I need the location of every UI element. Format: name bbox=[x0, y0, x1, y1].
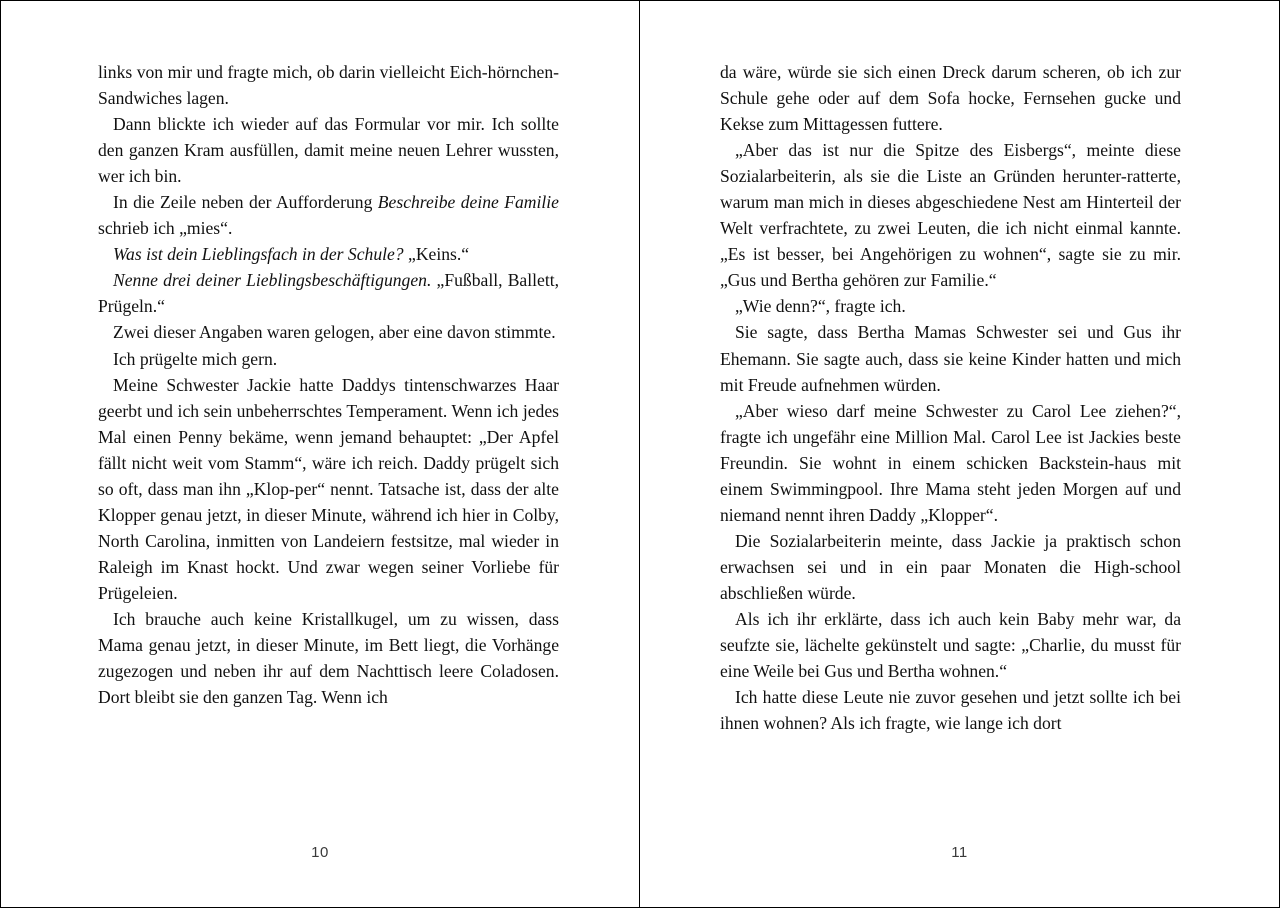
text-run: „Aber das ist nur die Spitze des Eisbergs“, meinte diese Sozialarbeiterin, als sie die Liste an Gründen herunter-ratterte, warum man mich in dieses abgeschiedene Nest am Hinterteil der Welt verfrachtete, zu zwei Leuten, die ich nicht einmal kannte. „Es ist besser, bei Angehörigen zu wohnen“, sagte sie zu mir. „Gus und Bertha gehören zur Familie.“ bbox=[720, 140, 1181, 291]
paragraph bbox=[98, 346, 559, 372]
paragraph bbox=[98, 319, 559, 345]
italic-run: Was ist dein Lieblingsfach in der Schule? bbox=[113, 244, 404, 265]
paragraph bbox=[98, 189, 559, 241]
page-left-textblock bbox=[98, 59, 559, 710]
page-right bbox=[640, 1, 1279, 907]
paragraph bbox=[98, 59, 559, 111]
text-run: Meine Schwester Jackie hatte Daddys tintenschwarzes Haar geerbt und ich sein unbeherrschtes Temperament. Wenn ich jedes Mal einen Penny bekäme, wenn jemand behauptet: „Der Apfel fällt nicht weit vom Stamm“, wäre ich reich. Daddy prügelt sich so oft, dass man ihn „Klop-per“ nennt. Tatsache ist, dass der alte Klopper genau jetzt, in dieser Minute, während ich hier in Colby, North Carolina, inmitten von Landeiern festsitze, mal wieder in Raleigh im Knast hockt. Und zwar wegen seiner Vorliebe für Prügeleien. bbox=[98, 374, 559, 603]
paragraph bbox=[720, 293, 1181, 319]
paragraph bbox=[720, 137, 1181, 293]
text-run: „Keins.“ bbox=[403, 244, 470, 265]
text-run: Dann blickte ich wieder auf das Formular vor mir. Ich sollte den ganzen Kram ausfüllen, damit meine neuen Lehrer wussten, wer ich bin. bbox=[98, 114, 559, 187]
text-run: „Aber wieso darf meine Schwester zu Carol Lee ziehen?“, fragte ich ungefähr eine Million Mal. Carol Lee ist Jackies beste Freundin. Sie wohnt in einem schicken Backstein-haus mit einem Swimmingpool. Ihre Mama steht jeden Morgen auf und niemand nennt ihren Daddy „Klopper“. bbox=[720, 400, 1181, 525]
paragraph bbox=[98, 111, 559, 189]
paragraph bbox=[98, 241, 559, 267]
text-run: Ich prügelte mich gern. bbox=[113, 348, 278, 369]
text-run: schrieb ich „mies“. bbox=[98, 218, 233, 239]
text-run: „Fußball, Ballett, Prügeln.“ bbox=[98, 270, 560, 317]
text-run: In die Zeile neben der Aufforderung bbox=[113, 192, 378, 213]
paragraph bbox=[98, 267, 559, 319]
page-number-right: 11 bbox=[951, 844, 968, 861]
paragraph bbox=[720, 606, 1181, 684]
paragraph bbox=[720, 528, 1181, 606]
page-right-textblock bbox=[720, 59, 1181, 736]
italic-run: Nenne drei deiner Lieblingsbeschäftigungen. bbox=[113, 270, 432, 291]
page-left bbox=[1, 1, 640, 907]
paragraph bbox=[720, 59, 1181, 137]
text-run: Zwei dieser Angaben waren gelogen, aber eine davon stimmte. bbox=[113, 322, 556, 343]
text-run: Ich hatte diese Leute nie zuvor gesehen und jetzt sollte ich bei ihnen wohnen? Als ich fragte, wie lange ich dort bbox=[720, 687, 1181, 734]
text-run: da wäre, würde sie sich einen Dreck darum scheren, ob ich zur Schule gehe oder auf dem Sofa hocke, Fernsehen gucke und Kekse zum Mittagessen futtere. bbox=[720, 62, 1181, 135]
text-run: Ich brauche auch keine Kristallkugel, um zu wissen, dass Mama genau jetzt, in dieser Minute, im Bett liegt, die Vorhänge zugezogen und neben ihr auf dem Nachttisch leere Coladosen. Dort bleibt sie den ganzen Tag. Wenn ich bbox=[98, 608, 559, 708]
text-run: Sie sagte, dass Bertha Mamas Schwester sei und Gus ihr Ehemann. Sie sagte auch, dass sie keine Kinder hatten und mich mit Freude aufnehmen würden. bbox=[720, 322, 1181, 395]
paragraph bbox=[720, 398, 1181, 528]
paragraph bbox=[98, 372, 559, 606]
paragraph bbox=[720, 319, 1181, 397]
italic-run: Beschreibe deine Familie bbox=[377, 192, 559, 213]
text-run: Die Sozialarbeiterin meinte, dass Jackie ja praktisch schon erwachsen sei und in ein paar Monaten die High-school abschließen würde. bbox=[720, 530, 1181, 603]
paragraph bbox=[720, 684, 1181, 736]
text-run: „Wie denn?“, fragte ich. bbox=[735, 296, 906, 317]
paragraph bbox=[98, 606, 559, 710]
page-number-left: 10 bbox=[311, 844, 329, 861]
text-run: links von mir und fragte mich, ob darin vielleicht Eich-hörnchen-Sandwiches lagen. bbox=[98, 62, 559, 109]
text-run: Als ich ihr erklärte, dass ich auch kein Baby mehr war, da seufzte sie, lächelte gekünstelt und sagte: „Charlie, du musst für eine Weile bei Gus und Bertha wohnen.“ bbox=[720, 608, 1181, 682]
